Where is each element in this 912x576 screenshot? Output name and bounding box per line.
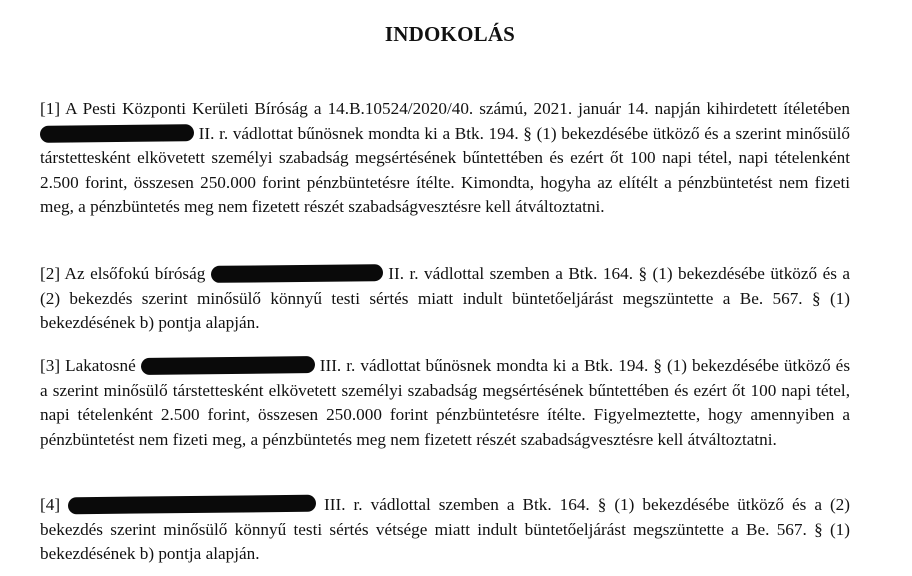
paragraph-3	[40, 354, 850, 452]
document-title: INDOKOLÁS	[384, 22, 516, 46]
paragraph-4	[40, 493, 850, 567]
paragraph-3-text-start: [3] Lakatosné	[40, 356, 141, 375]
paragraph-3-text-end: III. r. vádlottat bűnösnek mondta ki a Btk. 194. § (1) bekezdésébe ütköző és a szerint minősülő társtettesként elkövetett személyi szabadság megsértésének bűntettében és ezért őt 100 napi tétel, napi tételenként 2.500 forint, összesen 250.000 forint pénzbüntetésre ítélte. Figyelmeztette, hogy amennyiben a pénzbüntetést nem fizeti meg, a pénzbüntetés meg nem fizetett részét szabadságvesztésre kell átváltoztatni.	[40, 356, 851, 449]
paragraph-4-text-end: III. r. vádlottal szemben a Btk. 164. § (1) bekezdésébe ütköző és a (2) bekezdés szerint minősülő könnyű testi sértés vétsége miatt indult büntetőeljárást megszüntette a Be. 567. § (1) bekezdésének b) pontja alapján.	[40, 495, 850, 563]
redaction-mark	[68, 495, 316, 515]
redaction-mark	[141, 356, 315, 375]
paragraph-2-text-end: II. r. vádlottal szemben a Btk. 164. § (1) bekezdésébe ütköző és a (2) bekezdés szerint minősülő könnyű testi sértés miatt indult büntetőeljárást megszüntette a Be. 567. § (1) bekezdésének b) pontja alapján.	[40, 264, 850, 332]
redaction-mark	[211, 264, 383, 283]
paragraph-2	[40, 262, 850, 336]
paragraph-1-text-end: II. r. vádlottat bűnösnek mondta ki a Btk. 194. § (1) bekezdésébe ütköző és a szerint minősülő társtettesként elkövetett személyi szabadság megsértésének bűntettében és ezért őt 100 napi tétel, napi tételenként 2.500 forint, összesen 250.000 forint pénzbüntetésre ítélte. Kimondta, hogyha az elítélt a pénzbüntetést nem fizeti meg, a pénzbüntetés meg nem fizetett részét szabadságvesztésre kell átváltoztatni.	[40, 123, 850, 216]
redaction-mark	[40, 124, 194, 143]
paragraph-1	[40, 97, 850, 220]
paragraph-4-text-start: [4]	[40, 495, 69, 514]
paragraph-2-text-start: [2] Az elsőfokú bíróság	[40, 264, 211, 283]
paragraph-1-text-start: [1] A Pesti Központi Kerületi Bíróság a 14.B.10524/2020/40. számú, 2021. január 14. napján kihirdetett ítéletében	[40, 99, 850, 118]
